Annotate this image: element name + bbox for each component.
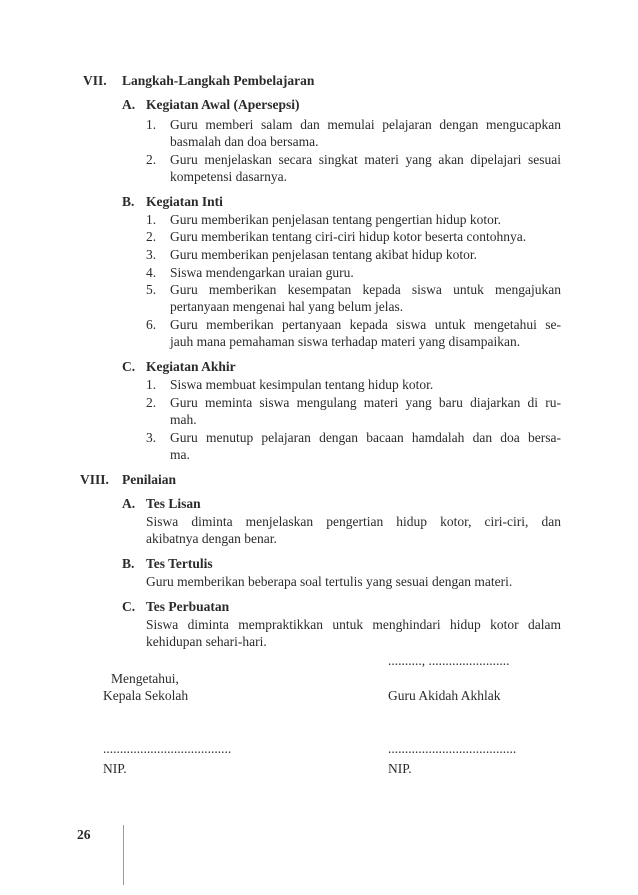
acknowledged-label: Mengetahui, <box>111 671 179 686</box>
section-8a-title: Tes Lisan <box>146 496 201 511</box>
date-place-placeholder: .........., ........................ <box>388 653 510 668</box>
section-8-number: VIII. <box>80 472 109 487</box>
list-item-text: Guru memberikan pertanyaan kepada siswa untuk mengetahui se- <box>170 317 561 332</box>
list-item-text-cont: jauh mana pemahaman siswa terhadap materi yang disampaikan. <box>170 334 521 349</box>
list-item-number: 5. <box>146 282 157 297</box>
section-8a-letter: A. <box>122 496 136 511</box>
list-item-number: 2. <box>146 395 157 410</box>
section-8c-letter: C. <box>122 599 136 614</box>
principal-nip: NIP. <box>103 761 127 776</box>
list-item-text: Guru menjelaskan secara singkat materi yang akan dipelajari sesuai <box>170 152 561 167</box>
list-item-text: Guru memberi salam dan memulai pelajaran dengan mengucapkan <box>170 117 561 132</box>
list-item-number: 4. <box>146 265 157 280</box>
teacher-signature-line: ...................................... <box>388 741 517 756</box>
list-item-number: 3. <box>146 247 157 262</box>
list-item-text: Siswa membuat kesimpulan tentang hidup kotor. <box>170 377 434 392</box>
page-number: 26 <box>77 827 91 842</box>
list-item-text: Siswa mendengarkan uraian guru. <box>170 265 354 280</box>
list-item-number: 2. <box>146 229 157 244</box>
footer-divider <box>123 825 124 885</box>
teacher-nip: NIP. <box>388 761 412 776</box>
list-item-text-cont: kompetensi dasarnya. <box>170 169 287 184</box>
section-7c-title: Kegiatan Akhir <box>146 359 236 374</box>
list-item-number: 6. <box>146 317 157 332</box>
section-7a-letter: A. <box>122 97 136 112</box>
section-8b-letter: B. <box>122 556 135 571</box>
list-item-number: 1. <box>146 117 157 132</box>
list-item-text-cont: mah. <box>170 412 197 427</box>
list-item-text-cont: basmalah dan doa bersama. <box>170 134 319 149</box>
section-7b-title: Kegiatan Inti <box>146 194 223 209</box>
list-item-text: Guru menutup pelajaran dengan bacaan hamdalah dan doa bersa- <box>170 430 561 445</box>
section-8-title: Penilaian <box>122 472 177 487</box>
list-item-number: 3. <box>146 430 157 445</box>
section-7-title: Langkah-Langkah Pembelajaran <box>122 73 315 88</box>
principal-signature-line: ...................................... <box>103 741 232 756</box>
list-item-text-cont: pertanyaan mengenai hal yang belum jelas. <box>170 299 404 314</box>
section-8a-text: Siswa diminta menjelaskan pengertian hidup kotor, ciri-ciri, dan <box>146 514 561 529</box>
section-8c-text-cont: kehidupan sehari-hari. <box>146 634 267 649</box>
section-7c-letter: C. <box>122 359 136 374</box>
list-item-text: Guru memberikan penjelasan tentang pengertian hidup kotor. <box>170 212 502 227</box>
section-8b-title: Tes Tertulis <box>146 556 213 571</box>
principal-label: Kepala Sekolah <box>103 688 189 703</box>
section-7b-letter: B. <box>122 194 135 209</box>
section-8c-text: Siswa diminta mempraktikkan untuk menghindari hidup kotor dalam <box>146 617 561 632</box>
list-item-number: 1. <box>146 377 157 392</box>
list-item-number: 2. <box>146 152 157 167</box>
list-item-text: Guru memberikan kesempatan kepada siswa untuk mengajukan <box>170 282 561 297</box>
section-8a-text-cont: akibatnya dengan benar. <box>146 531 277 546</box>
list-item-text: Guru memberikan tentang ciri-ciri hidup kotor beserta contohnya. <box>170 229 527 244</box>
section-8b-text: Guru memberikan beberapa soal tertulis yang sesuai dengan materi. <box>146 574 513 589</box>
list-item-text: Guru memberikan penjelasan tentang akibat hidup kotor. <box>170 247 478 262</box>
list-item-text: Guru meminta siswa mengulang materi yang baru diajarkan di ru- <box>170 395 561 410</box>
teacher-label: Guru Akidah Akhlak <box>388 688 501 703</box>
list-item-text-cont: ma. <box>170 447 190 462</box>
list-item-number: 1. <box>146 212 157 227</box>
section-8c-title: Tes Perbuatan <box>146 599 230 614</box>
section-7-number: VII. <box>83 73 107 88</box>
section-7a-title: Kegiatan Awal (Apersepsi) <box>146 97 300 112</box>
